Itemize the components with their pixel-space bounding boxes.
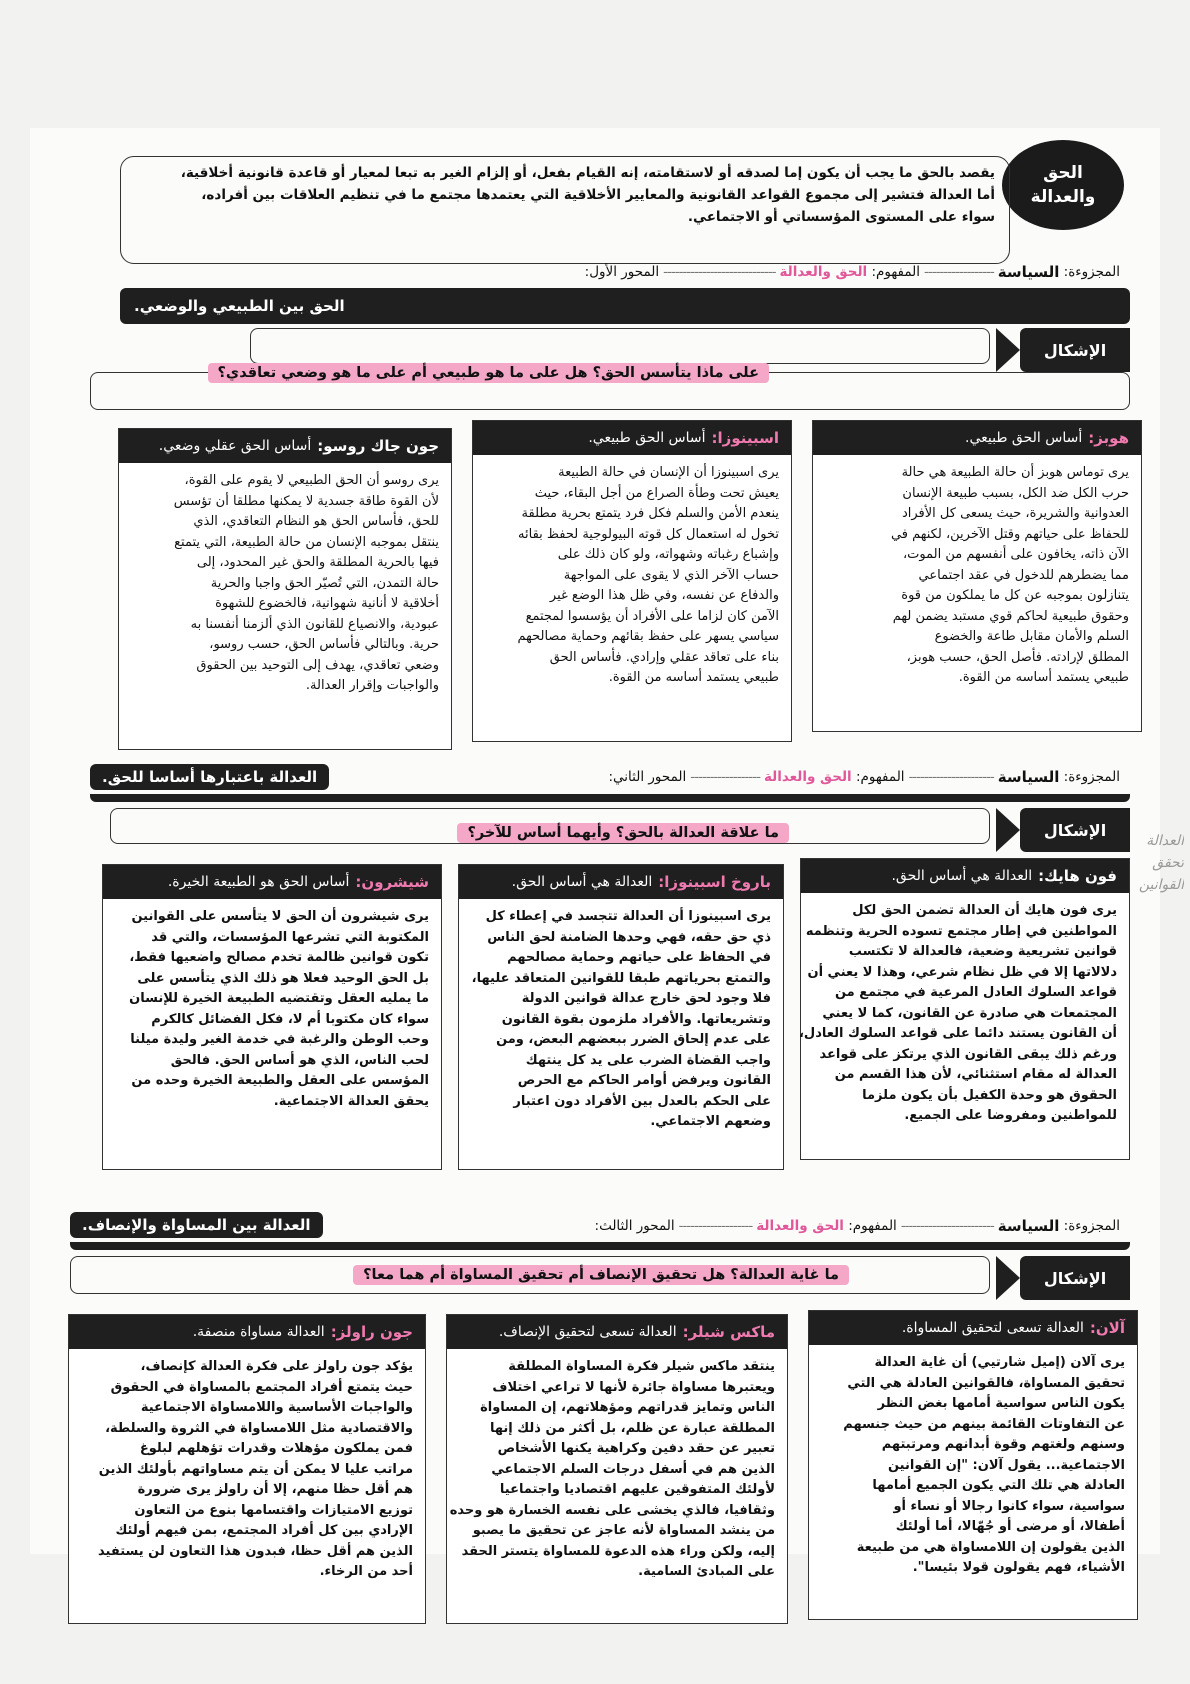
card-header xyxy=(473,421,791,455)
text-line: على المبادئ السامية. xyxy=(638,1564,775,1579)
text-line: وتشريعاتها. والأفراد ملزمون بقوة القانون xyxy=(501,1011,771,1027)
philosopher-name: فون هايك: xyxy=(1038,867,1117,885)
module-bar-axis-1: المجزوءة: السياسة ------------------ المفهوم: الحق والعدالة ----------------------------- المحور الأول: xyxy=(584,263,1120,281)
text-line: والواجبات الأساسية واللامساواة الاجتماعية xyxy=(140,1400,413,1415)
problem-label: الإشكال xyxy=(1043,820,1107,840)
thesis: أساس الحق طبيعي. xyxy=(965,430,1083,446)
text-line: يرى فون هايك أن العدالة تضمن الحق لكل xyxy=(852,903,1117,918)
module-label: المجزوءة: xyxy=(1063,1218,1120,1234)
text-line: طبيعي يستمد أساسه من القوة. xyxy=(958,670,1129,685)
text-line: لحب الناس، الذي هو أساس الحق. فالحق xyxy=(170,1052,429,1068)
text-line: تحقيق المساواة، فالقوانين العادلة هي التي xyxy=(847,1375,1125,1391)
problem-question: على ماذا يتأسس الحق؟ هل على ما هو طبيعي أم على ما هو وضعي تعاقدي؟ xyxy=(208,363,770,383)
problem-label: الإشكال xyxy=(1043,1268,1107,1288)
philosopher-name: ماكس شيلر: xyxy=(682,1323,775,1341)
axis-title: العدالة باعتبارها أساسا للحق. xyxy=(90,764,329,790)
text-line: يتنازلون بموجبه عن كل ما يملكون من قوة xyxy=(901,588,1129,603)
module-bar-axis-3: المجزوءة: السياسة ------------------------ المفهوم: الحق والعدالة ------------------- المحور الثالث: xyxy=(594,1217,1120,1235)
text-line: قواعد السلوك العادل المرعية في مجتمع من xyxy=(834,985,1117,1000)
philosopher-card-rawls xyxy=(68,1314,426,1624)
definition-line: يقصد بالحق ما يجب أن يكون إما لصدقه أو لاستقامته، إنه القيام بفعل، أو إلزام الغير به تبعا لمعيار أو قاعدة قانونية أخلاقية، xyxy=(180,165,995,181)
definition-line: أما العدالة فتشير إلى مجموع القواعد القانونية والمعايير الأخلاقية التي يعتمدها مجتمع ما في تنظيم العلاقات بين أفراده، xyxy=(201,187,995,203)
problem-question: ما غاية العدالة؟ هل تحقيق الإنصاف أم تحقيق المساواة أم هما معا؟ xyxy=(353,1265,849,1285)
text-line: ما يمليه العقل وتقتضيه الطبيعة الخيرة للإنسان xyxy=(129,991,429,1006)
axis-label: المحور الأول: xyxy=(584,264,660,280)
text-line: حالة التمدن، التي تُصيّر الحق واجبا والحرية xyxy=(210,575,439,591)
question-box-3 xyxy=(70,1256,990,1294)
topic-badge xyxy=(1002,140,1124,230)
text-line: الأشياء، فهم يقولون قولا بئيسا". xyxy=(912,1560,1125,1575)
thesis: العدالة هي أساس الحق. xyxy=(891,868,1033,884)
concept-label: المفهوم: xyxy=(848,1218,897,1234)
text-line: المطلقة عبارة عن ظلم، بل أكثر من ذلك إنها xyxy=(489,1420,775,1436)
text-line: الآن ذاته، يخافون على أنفسهم من الموت، xyxy=(902,547,1129,562)
text-line: والتمتع بحرياتهم طبقا للقوانين المتعاقد عليها، xyxy=(471,970,771,986)
text-line: المطلق لإرادته. فأصل الحق، حسب هوبز، xyxy=(906,649,1129,665)
question-box-1 xyxy=(90,365,1130,410)
text-line: يعيش تحت وطأة الصراع من أجل البقاء، حيث xyxy=(534,485,779,501)
philosopher-card-hayek xyxy=(800,858,1130,1160)
text-line: طبيعي يستمد أساسه من القوة. xyxy=(608,670,779,685)
text-line: عبودية، والانصياع للقانون الذي ألزمنا أنفسنا به xyxy=(190,616,439,632)
text-line: يرى روسو أن الحق الطبيعي لا يقوم على القوة، xyxy=(184,473,439,488)
card-text xyxy=(813,455,1141,697)
text-line: يكون الناس سواسية أمامها بغض النظر xyxy=(877,1396,1125,1411)
text-line: ينتقد ماكس شيلر فكرة المساواة المطلقة xyxy=(508,1359,775,1374)
text-line: ورغم ذلك يبقى القانون الذي يرتكز على قواعد xyxy=(819,1046,1117,1062)
card-header xyxy=(103,865,441,899)
text-line: مراتب عليا لا يمكن أن يتم مساواتهم بأولئك الذين xyxy=(98,1461,413,1477)
philosopher-card-baruch-spinoza xyxy=(458,864,784,1170)
module-label: المجزوءة: xyxy=(1063,769,1120,785)
module-value: السياسة xyxy=(997,263,1060,281)
card-header xyxy=(447,1315,787,1349)
text-line: يرى توماس هوبز أن حالة الطبيعة هي حالة xyxy=(901,465,1129,480)
text-line: فيها بالحرية المطلقة والحق غير المحدود، إلى xyxy=(196,555,439,570)
text-line: على عدم إلحاق الضرر ببعضهم البعض، ومن xyxy=(496,1032,771,1047)
philosopher-name: جون جاك روسو: xyxy=(317,437,439,455)
text-line: الاجتماعية... يقول آلان: "إن القوانين xyxy=(887,1457,1125,1473)
philosopher-card-scheler xyxy=(446,1314,788,1624)
module-bar-axis-2: المجزوءة: السياسة ---------------------- المفهوم: الحق والعدالة ------------------ المحور الثاني: xyxy=(608,768,1120,786)
concept-label: المفهوم: xyxy=(871,264,921,280)
text-line: وحب الوطن والرغبة في خدمة الغير وليدة ميلنا xyxy=(130,1032,429,1047)
text-line: حرب الكل ضد الكل، بسبب طبيعة الإنسان xyxy=(902,485,1129,501)
module-label: المجزوءة: xyxy=(1063,264,1120,280)
text-line: يرى اسبينوزا أن العدالة تتجسد في إعطاء كل xyxy=(485,909,771,924)
text-line: والواجبات وإقرار العدالة. xyxy=(305,678,439,693)
concept-label: المفهوم: xyxy=(855,769,905,785)
card-text xyxy=(459,899,783,1141)
text-line: العدوانية والشريرة، حيث يسعى كل الأفراد xyxy=(901,506,1129,521)
text-line: والدفاع عن نفسه، وفي ظل هذا الوضع غير xyxy=(549,588,779,603)
text-line: توزيع الامتيازات واقتسامها بنوع من التعاون xyxy=(134,1502,413,1518)
concept-value: الحق والعدالة xyxy=(756,1218,844,1234)
philosopher-card-cicero xyxy=(102,864,442,1170)
text-line: قوانين تشريعية وضعية، فالعدالة لا تكتسب xyxy=(848,944,1117,959)
text-line: السلم والأمان مقابل طاعة والخضوع xyxy=(934,629,1129,644)
card-text xyxy=(69,1349,425,1591)
handwritten-margin-note: العدالة تحقق القوانين xyxy=(1138,833,1184,893)
text-line: سواء كان مكتوبا أم لا، فكل الفضائل كالكرم xyxy=(151,1011,429,1027)
worksheet-page xyxy=(30,128,1160,1579)
thesis: العدالة تسعى لتحقيق الإنصاف. xyxy=(498,1324,677,1340)
philosopher-name: جون راولز: xyxy=(330,1323,413,1341)
text-line: وإشباع رغباته وشهواته، ولو كان ذلك على xyxy=(557,547,779,562)
text-line: لأن القوة طاقة جسدية لا يمكنها مطلقا أن تؤسس xyxy=(173,493,439,509)
definition-box xyxy=(120,156,1010,264)
text-line: فلا وجود لحق خارج عدالة قوانين الدولة xyxy=(521,991,771,1006)
text-line: العادلة هي تلك التي يكون الجميع أمامها xyxy=(872,1478,1125,1493)
card-header xyxy=(459,865,783,899)
module-value: السياسة xyxy=(997,768,1060,786)
thesis: العدالة مساواة منصفة. xyxy=(192,1324,325,1340)
text-line: القانون ويرفض أوامر الحاكم مع الحرص xyxy=(517,1073,771,1088)
text-line: فمن يملكون مؤهلات وقدرات تؤهلهم لبلوغ xyxy=(139,1441,413,1456)
problem-arrow-icon xyxy=(996,1256,1020,1300)
card-header xyxy=(809,1311,1137,1345)
philosopher-card-hobbes xyxy=(812,420,1142,732)
problem-tag-2 xyxy=(1020,808,1130,852)
axis-label: المحور الثاني: xyxy=(608,769,687,785)
card-header xyxy=(119,429,451,463)
problem-arrow-icon xyxy=(996,328,1020,372)
card-text xyxy=(473,455,791,697)
text-line: الذين هم أقل حظا، فبدون هذا التعاون لن يستفيد xyxy=(98,1543,413,1559)
text-line: إليه، ولكن وراء هذه الدعوة للمساواة يتستر الحقد xyxy=(461,1543,775,1559)
text-line: يرى آلان (إميل شارتيي) أن غاية العدالة xyxy=(874,1355,1125,1370)
problem-question: ما علاقة العدالة بالحق؟ وأيهما أساس للآخر؟ xyxy=(457,823,789,843)
card-text xyxy=(103,899,441,1120)
text-line: أحد من الرخاء. xyxy=(319,1564,413,1579)
thesis: أساس الحق هو الطبيعة الخيرة. xyxy=(167,874,350,890)
definition-line: سواء على المستوى المؤسساتي أو الاجتماعي. xyxy=(687,209,995,225)
text-line: في الحفاظ على حياتهم وحماية مصالحهم xyxy=(507,950,771,965)
axis-label: المحور الثالث: xyxy=(594,1218,675,1234)
topic-badge-line-1: الحق xyxy=(1043,163,1083,183)
text-line: الذين يقولون إن اللامساواة هي من طبيعة xyxy=(856,1539,1125,1555)
text-line: سياسي يسهر على حفظ بقائهم وحماية مصالحهم xyxy=(517,629,779,644)
card-text xyxy=(798,893,1129,1135)
text-line: الحقوق هو وحدة الكفيل بأن يكون ملزما xyxy=(862,1087,1117,1103)
text-line: حساب الآخر الذي لا يقوى على المواجهة xyxy=(563,567,779,583)
thesis: العدالة هي أساس الحق. xyxy=(511,874,653,890)
concept-value: الحق والعدالة xyxy=(779,264,868,280)
text-line: وحقوق طبيعية لحاكم قوي مستبد يضمن لهم xyxy=(892,608,1129,624)
text-line: من ينشد المساواة لأنه عاجز عن تحقيق ما يصبو xyxy=(472,1523,775,1538)
thesis: أساس الحق عقلي وضعي. xyxy=(158,438,312,454)
text-line: على الحكم بالعدل بين الأفراد دون اعتبار xyxy=(513,1093,771,1109)
text-line: عن التفاوتات القائمة بينهم من حيث جنسهم xyxy=(843,1416,1125,1432)
card-header xyxy=(69,1315,425,1349)
card-header xyxy=(801,859,1129,893)
question-box-2 xyxy=(110,808,990,844)
concept-value: الحق والعدالة xyxy=(763,769,852,785)
text-line: يرى شيشرون أن الحق لا يتأسس على القوانين xyxy=(131,909,429,924)
axis-title: العدالة بين المساواة والإنصاف. xyxy=(70,1212,323,1238)
text-line: الآمن كان لزاما على الأفراد أن يؤسسوا لمجتمع xyxy=(525,608,779,624)
problem-label: الإشكال xyxy=(1043,340,1107,360)
text-line: الناس وتمايز قدراتهم ومؤهلاتهم، إن المساواة xyxy=(480,1400,775,1415)
axis-rule-3 xyxy=(70,1242,1130,1250)
philosopher-name: شيشرون: xyxy=(355,873,429,891)
text-line: ذي حق حقه، فهي وحدها الضامنة لحق الناس xyxy=(487,929,771,945)
problem-frame-1 xyxy=(250,328,990,364)
text-line: للمواطنين ومفروضا على الجميع. xyxy=(904,1108,1117,1123)
text-line: يرى اسبينوزا أن الإنسان في حالة الطبيعة xyxy=(558,465,779,480)
thesis: أساس الحق طبيعي. xyxy=(588,430,706,446)
text-line: بناء على تعاقد عقلي وإرادي. فأساس الحق xyxy=(549,649,779,665)
problem-tag-3 xyxy=(1020,1256,1130,1300)
card-header xyxy=(813,421,1141,455)
card-text xyxy=(809,1345,1137,1587)
text-line: حرية. وبالتالي فأساس الحق، حسب روسو، xyxy=(209,637,439,652)
text-line: وضعهم الاجتماعي. xyxy=(650,1114,771,1129)
philosopher-name: باروخ اسبينوزا: xyxy=(658,873,771,891)
text-line: تخول له استعمال كل قوته البيولوجية لحفظ بقائه xyxy=(518,526,779,542)
text-line: العدالة له مقام استثنائي، لأن هذا القسم من xyxy=(834,1067,1117,1082)
text-line: حيث يتمتع أفراد المجتمع بالمساواة في الحقوق xyxy=(110,1379,413,1395)
module-value: السياسة xyxy=(997,1217,1060,1235)
text-line: تعبير عن حقد دفين وكراهية يكنها الأشخاص xyxy=(497,1441,775,1456)
text-line: ينتقل بموجبه الإنسان من حالة الطبيعة، التي يتمتع xyxy=(174,534,439,550)
philosopher-name: هوبز: xyxy=(1088,429,1129,447)
philosopher-name: اسبينوزا: xyxy=(711,429,779,447)
text-line: وسنهم ولغتهم وقوة أبدانهم ومرتبتهم xyxy=(881,1437,1125,1452)
card-text xyxy=(447,1349,787,1591)
text-line: والاقتصادية مثل اللامساواة في الثروة والسلطة، xyxy=(105,1420,413,1436)
thesis: العدالة تسعى لتحقيق المساواة. xyxy=(901,1320,1084,1336)
axis-rule-2 xyxy=(90,794,1130,802)
problem-tag-1 xyxy=(1020,328,1130,372)
text-line: وثقافيا، فالذي يخشى على نفسه الخسارة هو وحده xyxy=(449,1502,775,1518)
text-line: الذين هم في أسفل درجات السلم الاجتماعي xyxy=(491,1461,775,1477)
text-line: يحقق العدالة الاجتماعية. xyxy=(273,1093,429,1109)
philosopher-card-spinoza xyxy=(472,420,792,742)
text-line: مما يضطرهم للدخول في عقد اجتماعي xyxy=(918,567,1129,583)
philosopher-card-alain xyxy=(808,1310,1138,1620)
axis-title: الحق بين الطبيعي والوضعي. xyxy=(134,297,345,315)
philosopher-card-rousseau xyxy=(118,428,452,750)
philosopher-name: آلان: xyxy=(1089,1319,1125,1337)
text-line: المجتمعات هي صادرة عن القانون، كما لا يعني xyxy=(822,1005,1117,1021)
text-line: لأولئك المتفوقين عليهم اقتصاديا واجتماعيا xyxy=(499,1482,775,1497)
problem-arrow-icon xyxy=(996,808,1020,852)
spacer xyxy=(830,294,1130,295)
text-line: الإرادي بين كل أفراد المجتمع، بمن فيهم أولئك xyxy=(115,1523,413,1538)
text-line: للحق، فأساس الحق هو النظام التعاقدي، الذي xyxy=(193,514,439,529)
text-line: المكتوبة التي تشرعها المؤسسات، والتي قد xyxy=(151,929,429,945)
text-line: سواسية، سواء كانوا رجالا أو نساء أو xyxy=(893,1498,1125,1514)
text-line: تكون قوانين ظالمة تخدم مصالح واضعيها فقط، xyxy=(129,950,429,965)
text-line: للحفاظ على حياتهم وقتل الآخرين، لكنهم في xyxy=(890,526,1129,542)
topic-badge-line-2: والعدالة xyxy=(1030,187,1096,207)
text-line: أخلاقية لا أنانية شهوانية، فالخضوع للشهوة xyxy=(215,596,439,611)
text-line: واجب القضاة الضرب على يد كل ينتهك xyxy=(525,1052,771,1068)
text-line: وضعي تعاقدي، يهدف إلى التوحيد بين الحقوق xyxy=(196,657,439,673)
text-line: ينعدم الأمن والسلم فكل فرد يتمتع بحرية مطلقة xyxy=(521,506,779,521)
text-line: بل الحق الوحيد فعلا هو ذلك الذي يتأسس على xyxy=(137,970,429,986)
text-line: ويعتبرها مساواة جائرة لأنها لا تراعي اختلاف xyxy=(492,1379,775,1395)
text-line: أطفالا، أو مرضى أو جُهّالا، أما أولئك xyxy=(895,1519,1125,1534)
text-line: هم أقل حظا منهم، إلا أن راولز يرى ضرورة xyxy=(137,1482,413,1497)
card-text xyxy=(119,463,451,705)
text-line: يؤكد جون راولز على فكرة العدالة كإنصاف، xyxy=(140,1359,413,1374)
text-line: المؤسس على العقل والطبيعة الخيرة وحده من xyxy=(131,1073,429,1088)
text-line: دلالاتها إلا في ظل نظام شرعي، وهذا لا يعني أن xyxy=(807,964,1117,980)
text-line: المواطنين في إطار مجتمع تسوده الحرية وتنظمه xyxy=(805,923,1117,939)
text-line: أن القانون يستند دائما على قواعد السلوك العادل، xyxy=(798,1026,1117,1041)
